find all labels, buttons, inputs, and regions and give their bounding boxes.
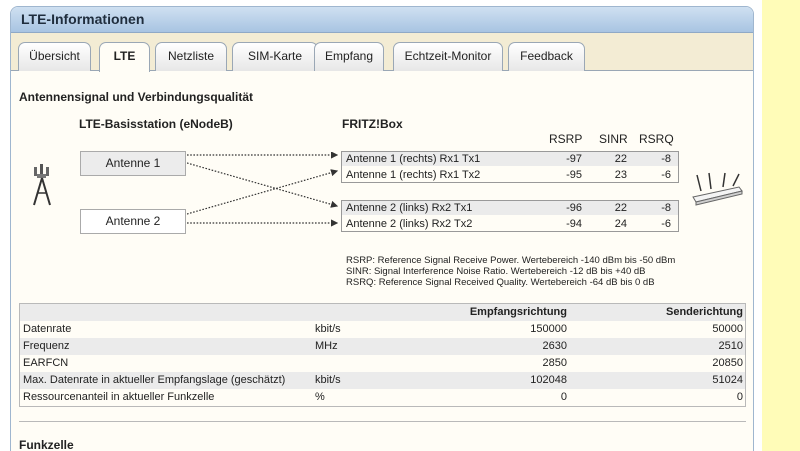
row-rx: 0	[560, 391, 567, 403]
table-row	[20, 355, 745, 372]
rx-group-antenna-2	[341, 200, 679, 232]
col-rsrp: RSRP	[549, 132, 583, 146]
connection-table	[19, 303, 746, 407]
tab-netzliste[interactable]: Netzliste	[155, 42, 227, 71]
tab-empfang[interactable]: Empfang	[314, 42, 384, 71]
rx-rsrq: -8	[661, 202, 671, 214]
row-rx: 102048	[530, 374, 567, 386]
background-strip	[762, 0, 800, 451]
table-row	[20, 372, 745, 389]
table-header	[20, 304, 745, 321]
section-title-signal: Antennensignal und Verbindungsqualität	[19, 90, 254, 104]
section-divider	[19, 421, 746, 422]
row-unit: kbit/s	[315, 374, 341, 386]
row-tx: 51024	[712, 374, 743, 386]
antenna-1-box: Antenne 1	[80, 151, 186, 176]
col-sinr: SINR	[599, 132, 628, 146]
basestation-label: LTE-Basisstation (eNodeB)	[79, 117, 233, 131]
rx-name: Antenne 1 (rechts) Rx1 Tx1	[346, 153, 481, 165]
router-icon	[691, 171, 743, 207]
legend-sinr: SINR: Signal Interference Noise Ratio. Wertebereich -12 dB bis +40 dB	[346, 266, 646, 277]
row-rx: 2630	[542, 340, 567, 352]
row-label: Max. Datenrate in aktueller Empfangslage (geschätzt)	[23, 374, 286, 386]
rx-rsrp: -96	[566, 202, 582, 214]
legend-rsrp: RSRP: Reference Signal Receive Power. Wertebereich -140 dBm bis -50 dBm	[346, 255, 676, 266]
header-tx: Senderichtung	[665, 306, 743, 318]
row-label: Frequenz	[23, 340, 70, 352]
row-unit: %	[315, 391, 325, 403]
table-row	[20, 389, 745, 406]
col-rsrq: RSRQ	[639, 132, 674, 146]
row-label: Ressourcenanteil in aktueller Funkzelle	[23, 391, 215, 403]
row-unit: kbit/s	[315, 323, 341, 335]
rx-rsrp: -97	[566, 153, 582, 165]
rx-name: Antenne 2 (links) Rx2 Tx1	[346, 202, 473, 214]
row-tx: 2510	[718, 340, 743, 352]
tab-bar	[11, 33, 754, 71]
rx-row	[342, 168, 678, 182]
row-label: EARFCN	[23, 357, 69, 369]
legend-rsrq: RSRQ: Reference Signal Received Quality. Wertebereich -64 dB bis 0 dB	[346, 277, 655, 288]
rx-rsrq: -8	[661, 153, 671, 165]
rx-group-antenna-1	[341, 151, 679, 183]
rx-rsrq: -6	[661, 169, 671, 181]
header-rx: Empfangsrichtung	[469, 306, 567, 318]
row-label: Datenrate	[23, 323, 72, 335]
fritzbox-label: FRITZ!Box	[342, 117, 403, 131]
panel-title: LTE-Informationen	[11, 7, 753, 33]
rx-row	[342, 217, 678, 231]
tab-sim-karte[interactable]: SIM-Karte	[232, 42, 318, 71]
row-tx: 20850	[712, 357, 743, 369]
cell-tower-icon	[31, 163, 53, 207]
table-row	[20, 338, 745, 355]
antenna-connection-lines	[187, 152, 347, 232]
rx-name: Antenne 2 (links) Rx2 Tx2	[346, 218, 473, 230]
rx-name: Antenne 1 (rechts) Rx1 Tx2	[346, 169, 481, 181]
antenna-2-box: Antenne 2	[80, 209, 186, 234]
rx-rsrq: -6	[661, 218, 671, 230]
tab-uebersicht[interactable]: Übersicht	[18, 42, 91, 71]
row-unit: MHz	[315, 340, 338, 352]
rx-sinr: 22	[614, 153, 627, 165]
tab-echtzeit-monitor[interactable]: Echtzeit-Monitor	[393, 42, 503, 71]
rx-row	[342, 201, 678, 215]
lte-info-panel	[10, 6, 754, 451]
rx-rsrp: -94	[566, 218, 582, 230]
row-tx: 0	[736, 391, 743, 403]
tab-feedback[interactable]: Feedback	[508, 42, 585, 71]
tab-lte[interactable]: LTE	[99, 42, 150, 72]
row-rx: 2850	[542, 357, 567, 369]
rx-sinr: 23	[614, 169, 627, 181]
table-row	[20, 321, 745, 338]
row-tx: 50000	[712, 323, 743, 335]
rx-sinr: 22	[614, 202, 627, 214]
rx-sinr: 24	[614, 218, 627, 230]
section-title-funkzelle: Funkzelle	[19, 438, 74, 451]
rx-row	[342, 152, 678, 166]
row-rx: 150000	[530, 323, 567, 335]
rx-rsrp: -95	[566, 169, 582, 181]
